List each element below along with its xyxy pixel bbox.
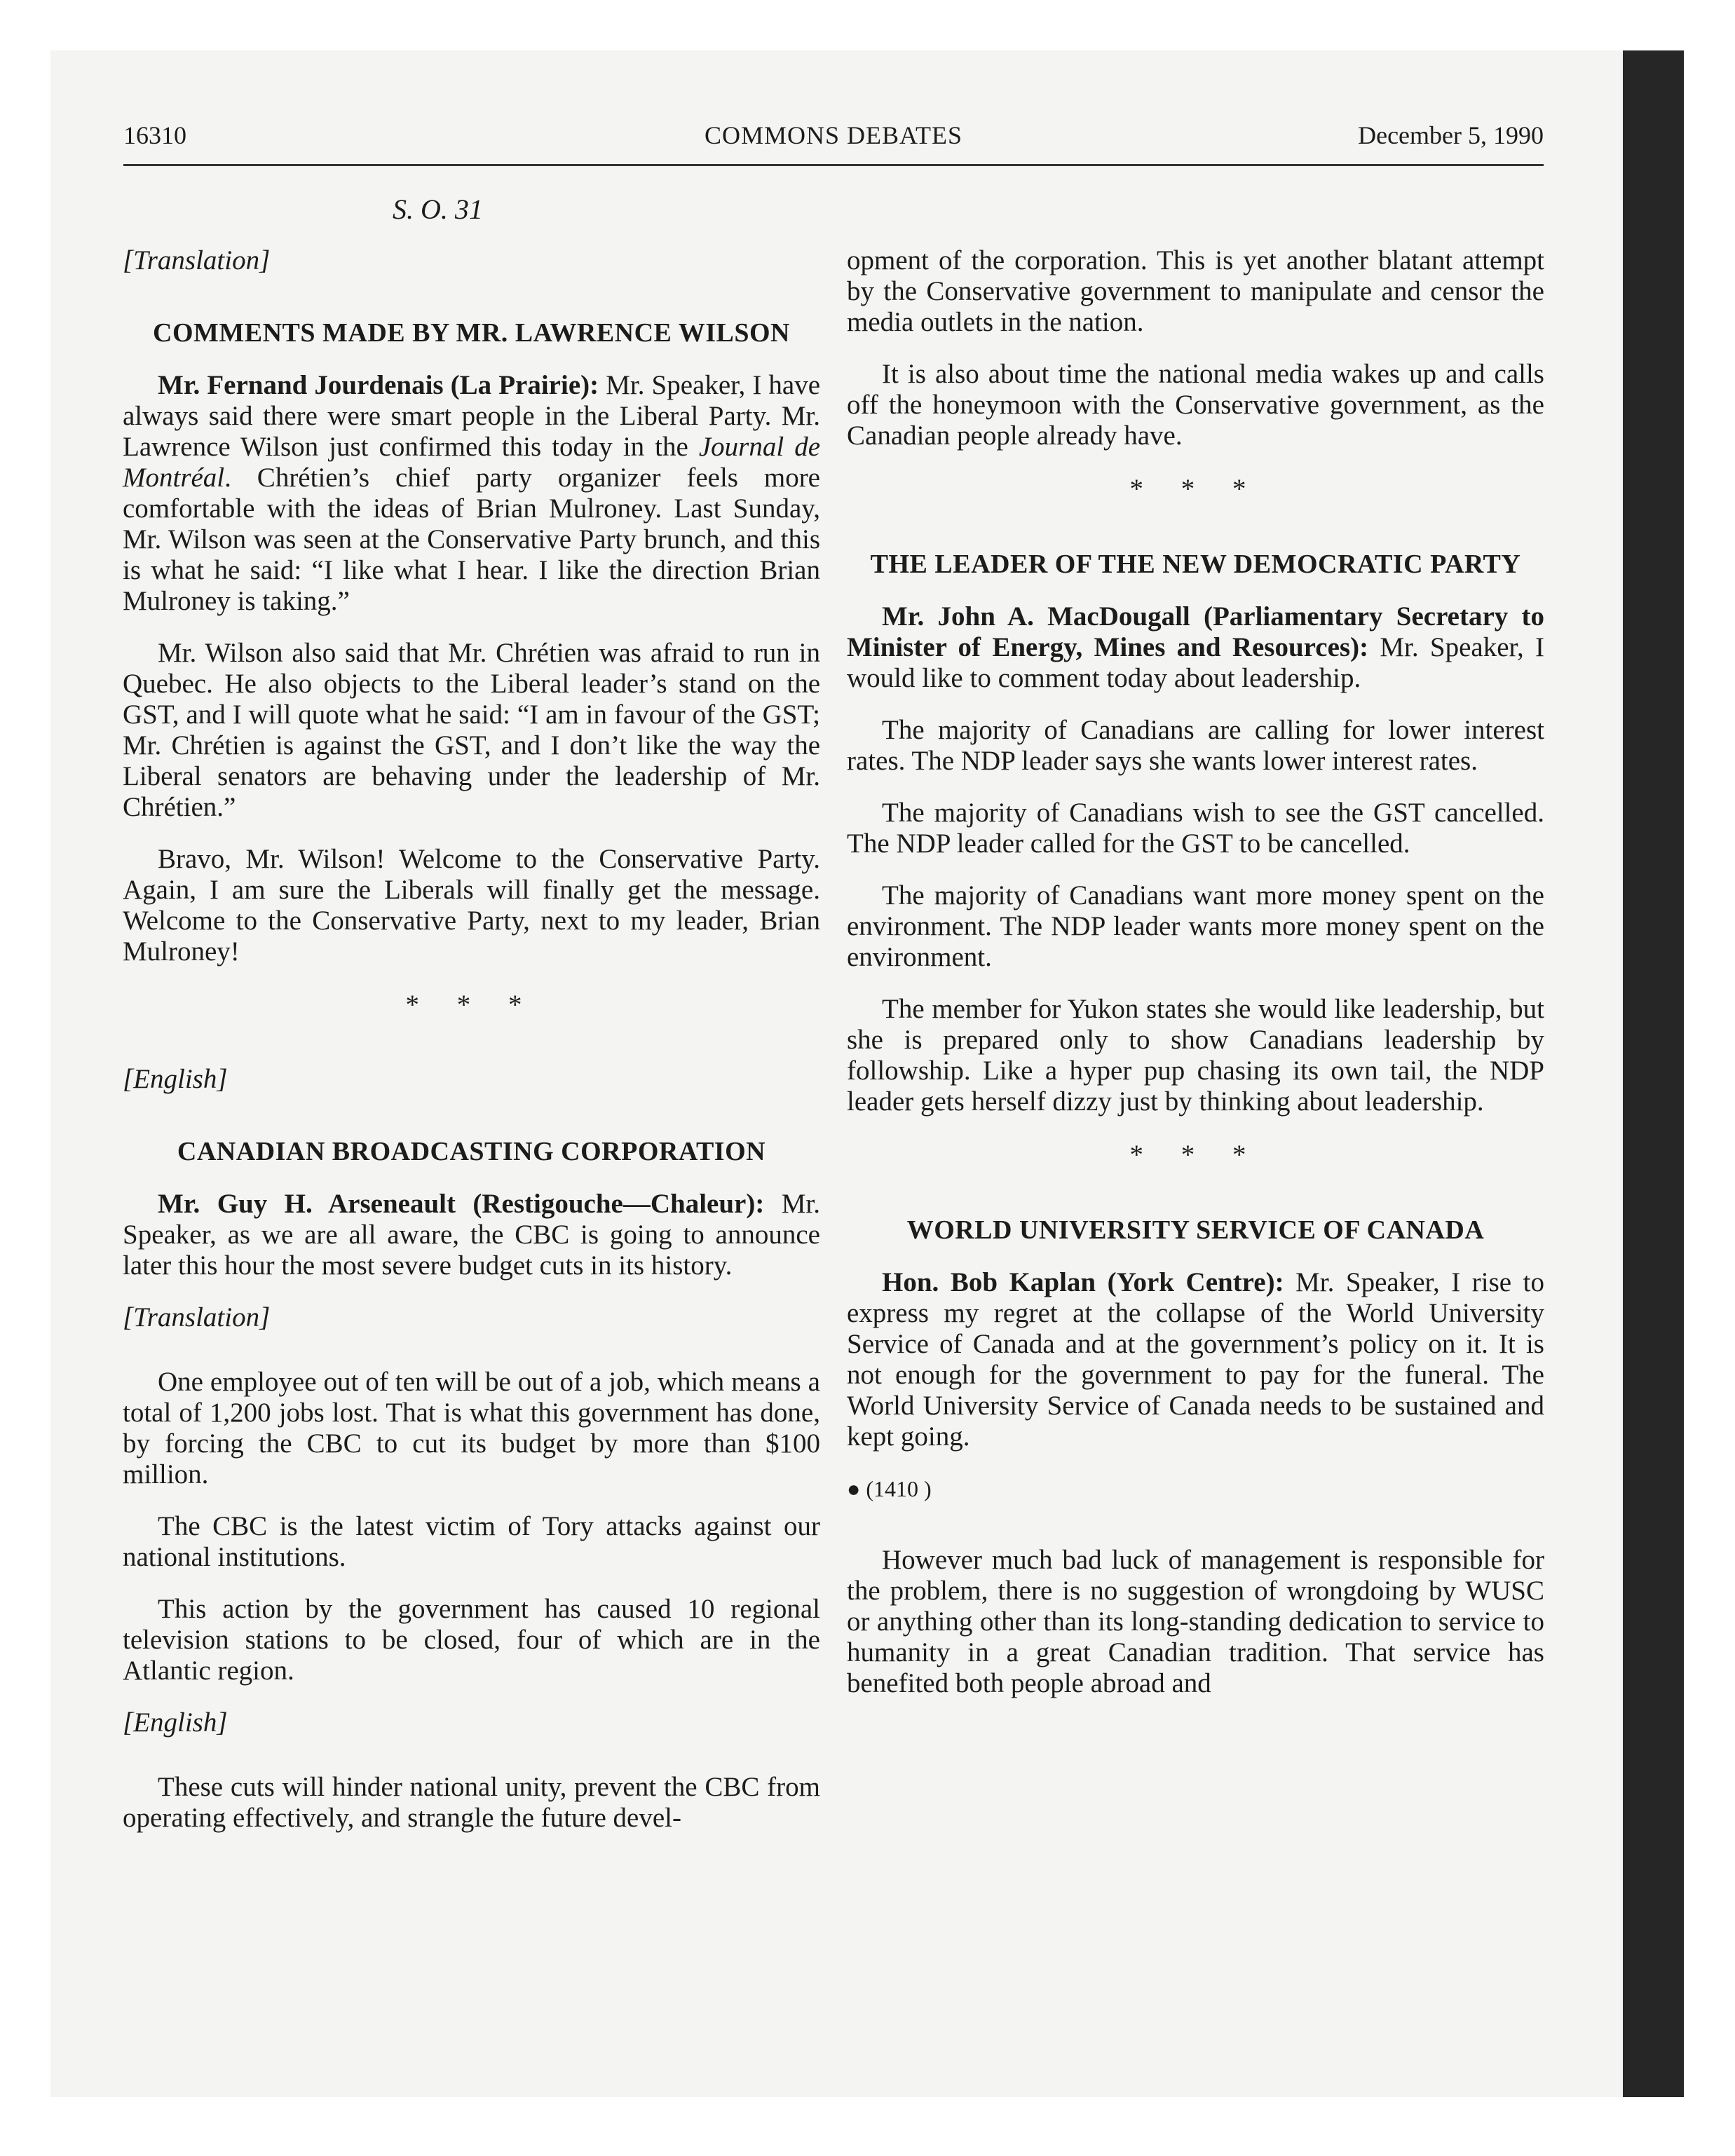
paragraph: It is also about time the national media wakes up and calls off the honeymoon with the Conservative government, as the Canadian people already have. xyxy=(847,359,1544,451)
paragraph: These cuts will hinder national unity, prevent the CBC from operating effectively, and strangle the future devel- xyxy=(123,1772,820,1833)
paragraph: Mr. Guy H. Arseneault (Restigouche—Chaleur): Mr. Speaker, as we are all aware, the CBC is going to announce later this hour the most severe budget cuts in its history. xyxy=(123,1189,820,1281)
paragraph: The member for Yukon states she would like leadership, but she is prepared only to show Canadians leadership by followship. Like a hyper pup chasing its own tail, the NDP leader gets herself dizzy just by thinking about leadership. xyxy=(847,994,1544,1117)
language-tag: [Translation] xyxy=(123,245,271,275)
speaker-name: Mr. John A. MacDougall (Parliamentary Secretary to Minister of Energy, Mines and Resources): xyxy=(847,601,1544,662)
paragraph: Hon. Bob Kaplan (York Centre): Mr. Speaker, I rise to express my regret at the collapse of the World University Service of Canada and at the government’s policy on it. It is not enough for the government to pay for the funeral. The World University Service of Canada needs to be sustained and kept going. xyxy=(847,1267,1544,1452)
paragraph: However much bad luck of management is responsible for the problem, there is no suggestion of wrongdoing by WUSC or anything other than its long-standing dedication to service to humanity in a great Canadian tradition. That service has benefited both people abroad and xyxy=(847,1545,1544,1698)
section-heading: COMMENTS MADE BY MR. LAWRENCE WILSON xyxy=(153,318,790,348)
standing-order-label: S. O. 31 xyxy=(393,193,483,225)
language-tag: [English] xyxy=(123,1707,228,1738)
paragraph: This action by the government has caused 10 regional television stations to be closed, four of which are in the Atlantic region. xyxy=(123,1594,820,1686)
section-heading: THE LEADER OF THE NEW DEMOCRATIC PARTY xyxy=(870,550,1521,579)
speaker-name: Mr. Guy H. Arseneault (Restigouche—Chaleur): xyxy=(158,1189,765,1219)
paragraph: The CBC is the latest victim of Tory attacks against our national institutions. xyxy=(123,1511,820,1572)
section-separator: * * * xyxy=(1129,474,1262,504)
paragraph: The majority of Canadians want more money spent on the environment. The NDP leader wants more money spent on the environment. xyxy=(847,880,1544,972)
speaker-name: Hon. Bob Kaplan (York Centre): xyxy=(882,1267,1284,1297)
running-header xyxy=(123,121,1544,166)
section-separator: * * * xyxy=(1129,1140,1262,1170)
paragraph: Mr. Fernand Jourdenais (La Prairie): Mr. Speaker, I have always said there were smart people in the Liberal Party. Mr. Lawrence Wilson just confirmed this today in the Journal de Montréal. Chrétien’s chief party organizer feels more comfortable with the ideas of Brian Mulroney. Last Sunday, Mr. Wilson was seen at the Conservative Party brunch, and this is what he said: “I like what I hear. I like the direction Brian Mulroney is taking.” xyxy=(123,370,821,616)
section-separator: * * * xyxy=(405,990,538,1020)
speaker-name: Mr. Fernand Jourdenais (La Prairie): xyxy=(158,370,599,400)
section-heading: WORLD UNIVERSITY SERVICE OF CANADA xyxy=(906,1215,1485,1245)
right-column xyxy=(847,245,1544,1720)
left-column xyxy=(123,245,820,1855)
language-tag: [English] xyxy=(123,1064,228,1094)
paragraph: opment of the corporation. This is yet another blatant attempt by the Conservative government to manipulate and censor the media outlets in the nation. xyxy=(847,245,1544,337)
publication-name: Journal de Montréal xyxy=(123,432,821,493)
paragraph: One employee out of ten will be out of a job, which means a total of 1,200 jobs lost. That is what this government has done, by forcing the CBC to cut its budget by more than $100 million. xyxy=(123,1367,820,1489)
section-heading: CANADIAN BROADCASTING CORPORATION xyxy=(177,1137,766,1166)
scan-edge-shadow xyxy=(1623,50,1684,2097)
paragraph: The majority of Canadians are calling for lower interest rates. The NDP leader says she wants lower interest rates. xyxy=(847,715,1544,776)
page-number: 16310 xyxy=(123,121,186,149)
paragraph: Mr. Wilson also said that Mr. Chrétien was afraid to run in Quebec. He also objects to the Liberal leader’s stand on the GST, and I will quote what he said: “I am in favour of the GST; Mr. Chrétien is against the GST, and I don’t like the way the Liberal senators are behaving under the leadership of Mr. Chrétien.” xyxy=(123,638,820,822)
publication-title: COMMONS DEBATES xyxy=(704,121,963,149)
paragraph: Bravo, Mr. Wilson! Welcome to the Conservative Party. Again, I am sure the Liberals will finally get the message. Welcome to the Conservative Party, next to my leader, Brian Mulroney! xyxy=(123,844,820,967)
time-marker: ● (1410 ) xyxy=(847,1476,932,1501)
publication-date: December 5, 1990 xyxy=(1358,121,1544,149)
paragraph: Mr. John A. MacDougall (Parliamentary Secretary to Minister of Energy, Mines and Resources): Mr. Speaker, I would like to comment today about leadership. xyxy=(847,601,1544,693)
paragraph: The majority of Canadians wish to see the GST cancelled. The NDP leader called for the GST to be cancelled. xyxy=(847,798,1544,859)
language-tag: [Translation] xyxy=(123,1302,271,1332)
